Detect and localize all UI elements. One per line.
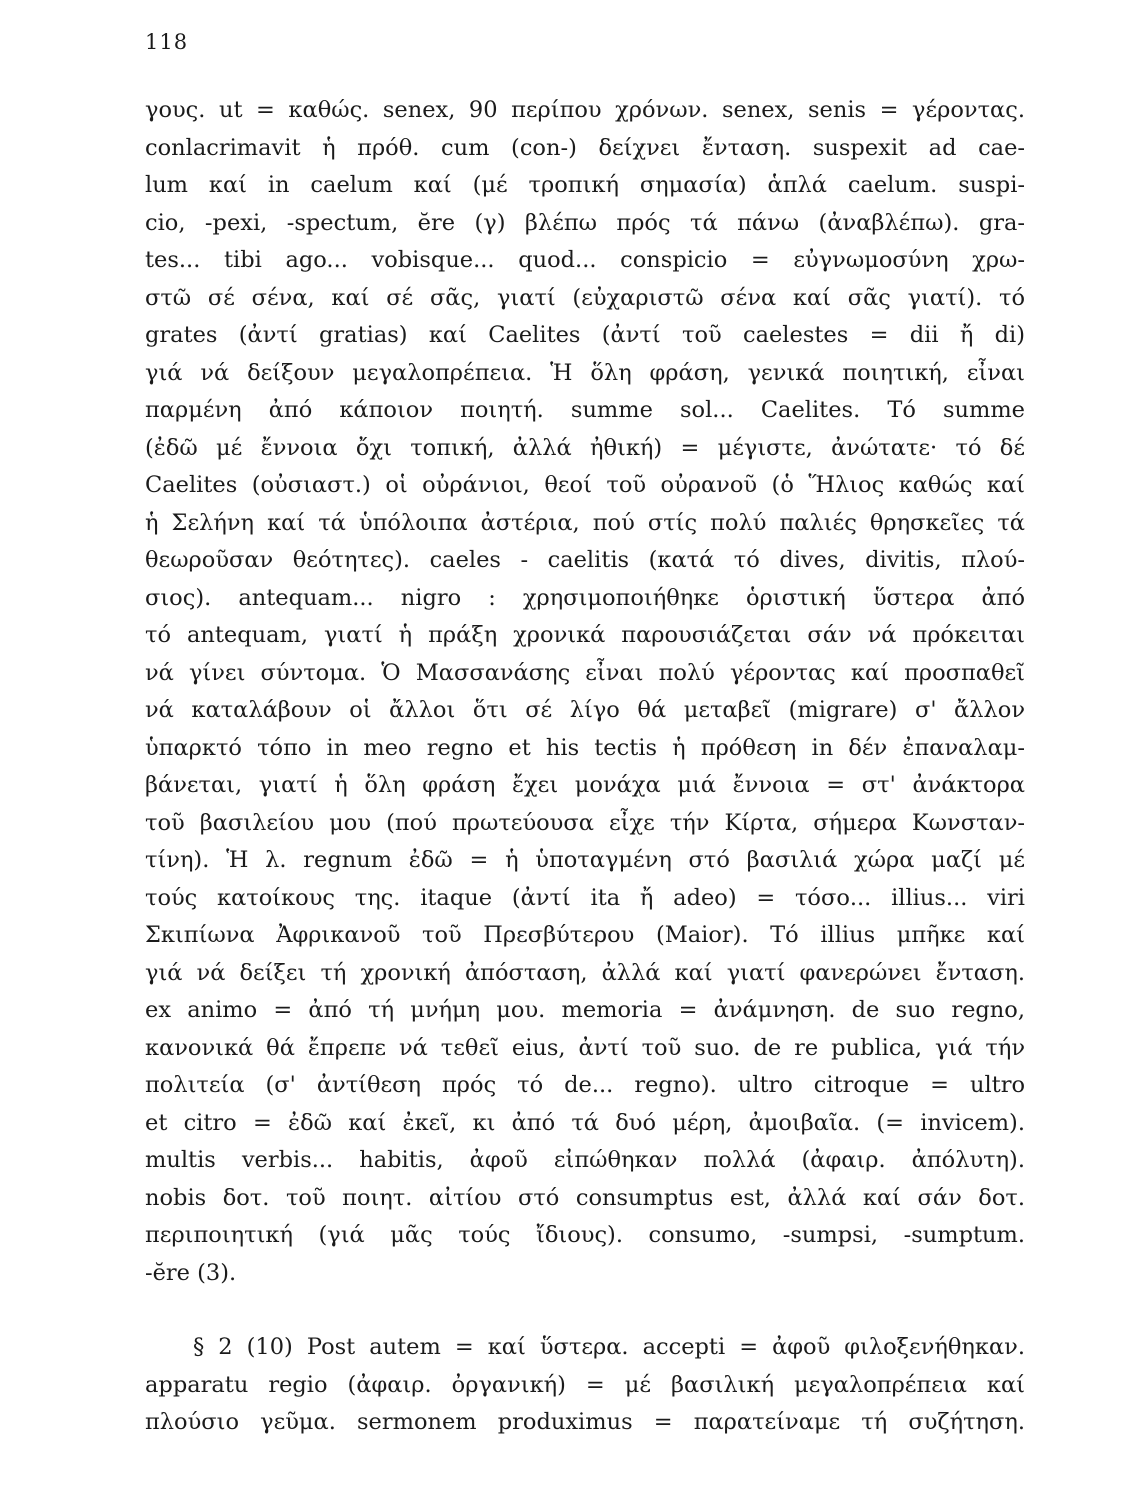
- text-line: στῶ σέ σένα, καί σέ σᾶς, γιατί (εὐχαριστῶ σένα καί σᾶς γιατί). τό: [145, 284, 1025, 311]
- paragraph-spacer: [145, 1292, 1025, 1329]
- paragraph: [145, 1329, 1025, 1442]
- text-line: et citro = ἐδῶ καί ἐκεῖ, κι ἀπό τά δυό μέρη, ἀμοιβαῖα. (= invicem).: [145, 1109, 1025, 1136]
- text-line: conlacrimavit ἡ πρόθ. cum (con-) δείχνει ἔνταση. suspexit ad cae-: [145, 134, 1025, 161]
- text-line: κανονικά θά ἔπρεπε νά τεθεῖ eius, ἀντί τοῦ suo. de re publica, γιά τήν: [145, 1034, 1025, 1061]
- text-line: τούς κατοίκους της. itaque (ἀντί ita ἤ adeo) = τόσο... illius... viri: [145, 884, 1025, 911]
- text-line: grates (ἀντί gratias) καί Caelites (ἀντί τοῦ caelestes = dii ἤ di): [145, 322, 1025, 348]
- text-line: nobis δοτ. τοῦ ποιητ. αἰτίου στό consumptus est, ἀλλά καί σάν δοτ.: [145, 1184, 1025, 1211]
- text-line: γους. ut = καθώς. senex, 90 περίπου χρόνων. senex, senis = γέροντας.: [145, 97, 1025, 123]
- text-line: τοῦ βασιλείου μου (πού πρωτεύουσα εἶχε τήν Κίρτα, σήμερα Κωνσταν-: [145, 809, 1025, 836]
- text-line: πλούσιο γεῦμα. sermonem produximus = παρατείναμε τή συζήτηση.: [145, 1409, 1025, 1435]
- text-line: (ἐδῶ μέ ἔννοια ὄχι τοπική, ἀλλά ἠθική) = μέγιστε, ἀνώτατε· τό δέ: [145, 434, 1025, 461]
- text-line: βάνεται, γιατί ἡ ὅλη φράση ἔχει μονάχα μιά ἔννοια = στ' ἀνάκτορα: [145, 772, 1025, 798]
- text-line: multis verbis... habitis, ἀφοῦ εἰπώθηκαν πολλά (ἀφαιρ. ἀπόλυτη).: [145, 1147, 1025, 1173]
- text-line: τίνη). Ἡ λ. regnum ἐδῶ = ἡ ὑποταγμένη στό βασιλιά χώρα μαζί μέ: [145, 847, 1025, 873]
- text-line: νά γίνει σύντομα. Ὁ Μασσανάσης εἶναι πολύ γέροντας καί προσπαθεῖ: [145, 659, 1025, 686]
- text-line: ex animo = ἀπό τή μνήμη μου. memoria = ἀνάμνηση. de suo regno,: [145, 997, 1025, 1023]
- text-line: νά καταλάβουν οἱ ἄλλοι ὅτι σέ λίγο θά μεταβεῖ (migrare) σ' ἄλλον: [145, 697, 1025, 723]
- paragraph: [145, 92, 1025, 1292]
- text-line: περιποιητική (γιά μᾶς τούς ἴδιους). consumo, -sumpsi, -sumptum.: [145, 1222, 1025, 1248]
- page-number: 118: [145, 30, 189, 54]
- text-line: Σκιπίωνα Ἀφρικανοῦ τοῦ Πρεσβύτερου (Maior). Τό illius μπῆκε καί: [145, 922, 1025, 948]
- text-line: lum καί in caelum καί (μέ τροπική σημασία) ἁπλά caelum. suspi-: [145, 172, 1025, 198]
- text-line: cio, -pexi, -spectum, ĕre (γ) βλέπω πρός τά πάνω (ἀναβλέπω). gra-: [145, 209, 1025, 236]
- text-line: τό antequam, γιατί ἡ πράξη χρονικά παρουσιάζεται σάν νά πρόκειται: [145, 622, 1025, 648]
- text-line: γιά νά δείξει τή χρονική ἀπόσταση, ἀλλά καί γιατί φανερώνει ἔνταση.: [145, 959, 1025, 986]
- text-line: παρμένη ἀπό κάποιον ποιητή. summe sol... Caelites. Τό summe: [145, 397, 1025, 423]
- text-line: ἡ Σελήνη καί τά ὑπόλοιπα ἀστέρια, πού στίς πολύ παλιές θρησκεῖες τά: [145, 509, 1025, 536]
- text-line: apparatu regio (ἀφαιρ. ὀργανική) = μέ βασιλική μεγαλοπρέπεια καί: [145, 1371, 1025, 1398]
- text-line: -ĕre (3).: [145, 1259, 237, 1286]
- text-line: γιά νά δείξουν μεγαλοπρέπεια. Ἡ ὅλη φράση, γενικά ποιητική, εἶναι: [145, 359, 1025, 386]
- body-text: [145, 92, 1025, 1442]
- text-line: § 2 (10) Post autem = καί ὕστερα. accepti = ἀφοῦ φιλοξενήθηκαν.: [193, 1334, 1025, 1360]
- text-line: πολιτεία (σ' ἀντίθεση πρός τό de... regno). ultro citroque = ultro: [145, 1072, 1025, 1098]
- text-line: θεωροῦσαν θεότητες). caeles - caelitis (κατά τό dives, divitis, πλού-: [145, 547, 1025, 573]
- text-line: σιος). antequam... nigro : χρησιμοποιήθηκε ὁριστική ὕστερα ἀπό: [145, 584, 1025, 611]
- text-line: Caelites (οὐσιαστ.) οἱ οὐράνιοι, θεοί τοῦ οὐρανοῦ (ὁ Ἥλιος καθώς καί: [145, 472, 1025, 498]
- text-line: ὑπαρκτό τόπο in meo regno et his tectis ἡ πρόθεση in δέν ἐπαναλαμ-: [145, 734, 1025, 761]
- text-line: tes... tibi ago... vobisque... quod... conspicio = εὐγνωμοσύνη χρω-: [145, 247, 1025, 273]
